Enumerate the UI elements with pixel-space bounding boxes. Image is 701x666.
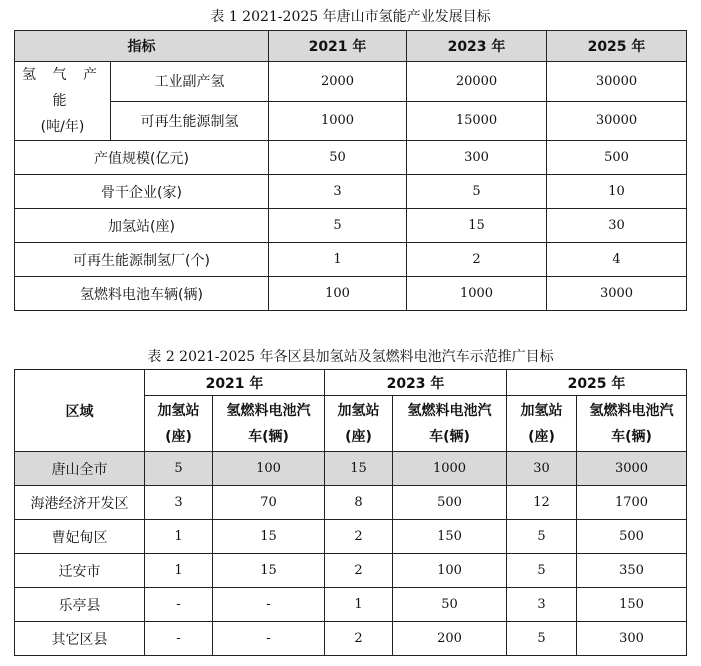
cell-value: 30000	[547, 101, 687, 141]
cell-value: 5	[269, 209, 407, 243]
cell-value: 5	[407, 175, 547, 209]
cell-value: 5	[507, 554, 577, 588]
year-header: 2021 年	[145, 370, 325, 396]
subheader-line2: (座)	[528, 428, 555, 445]
cell-value: 15	[407, 209, 547, 243]
cell-value: 15	[213, 554, 325, 588]
year-header: 2023 年	[407, 31, 547, 62]
cell-value: 12	[507, 486, 577, 520]
table-row	[15, 277, 687, 311]
cell-value: 500	[577, 520, 687, 554]
cell-value: 2	[325, 554, 393, 588]
table-row	[15, 486, 687, 520]
cell-value: 30	[507, 452, 577, 486]
year-header: 2025 年	[547, 31, 687, 62]
cell-value: -	[145, 588, 213, 622]
subheader-line1: 加氢站	[337, 402, 380, 419]
cell-value: 5	[507, 520, 577, 554]
cell-value: 4	[547, 243, 687, 277]
vehicle-subheader	[577, 396, 687, 452]
table1-header-row	[15, 31, 687, 62]
subheader-line2: 车(辆)	[429, 428, 470, 445]
cell-value: 150	[577, 588, 687, 622]
table1	[14, 30, 687, 311]
cell-value: 3000	[547, 277, 687, 311]
cell-value: 3	[507, 588, 577, 622]
subheader-line2: 车(辆)	[611, 428, 652, 445]
cell-value: 3	[269, 175, 407, 209]
table-row	[15, 101, 687, 141]
cell-value: 2000	[269, 62, 407, 102]
row-label: 氢燃料电池车辆(辆)	[15, 277, 269, 311]
region-label: 海港经济开发区	[15, 486, 145, 520]
group-label-line2: (吨/年)	[40, 119, 85, 135]
cell-value: 1000	[393, 452, 507, 486]
cell-value: 8	[325, 486, 393, 520]
cell-value: 300	[407, 141, 547, 175]
table2-caption: 表 2 2021-2025 年各区县加氢站及氢燃料电池汽车示范推广目标	[147, 349, 554, 365]
subheader-line2: (座)	[345, 428, 372, 445]
table2-year-row	[15, 370, 687, 396]
cell-value: -	[213, 588, 325, 622]
table-row	[15, 209, 687, 243]
year-header: 2025 年	[507, 370, 687, 396]
cell-value: 2	[325, 520, 393, 554]
cell-value: 3000	[577, 452, 687, 486]
cell-value: 1	[269, 243, 407, 277]
subheader-line2: (座)	[165, 428, 192, 445]
region-header: 区域	[15, 370, 145, 452]
cell-value: 15	[325, 452, 393, 486]
table-row	[15, 141, 687, 175]
vehicle-subheader	[213, 396, 325, 452]
table-row	[15, 520, 687, 554]
region-label: 乐亭县	[15, 588, 145, 622]
table-row	[15, 622, 687, 656]
cell-value: 2	[325, 622, 393, 656]
cell-value: 300	[577, 622, 687, 656]
cell-value: 1700	[577, 486, 687, 520]
region-label: 曹妃甸区	[15, 520, 145, 554]
table-row	[15, 588, 687, 622]
cell-value: -	[145, 622, 213, 656]
hydrogen-capacity-group-label	[15, 62, 111, 141]
station-subheader	[145, 396, 213, 452]
cell-value: 100	[393, 554, 507, 588]
cell-value: 2	[407, 243, 547, 277]
cell-value: 3	[145, 486, 213, 520]
subheader-line1: 氢燃料电池汽	[226, 402, 311, 419]
cell-value: 5	[507, 622, 577, 656]
subheader-line1: 氢燃料电池汽	[407, 402, 492, 419]
cell-value: 1	[145, 520, 213, 554]
cell-value: 30	[547, 209, 687, 243]
table-row	[15, 452, 687, 486]
row-label: 工业副产氢	[111, 62, 269, 102]
cell-value: 30000	[547, 62, 687, 102]
cell-value: 1	[325, 588, 393, 622]
cell-value: 500	[547, 141, 687, 175]
indicator-header: 指标	[15, 31, 269, 62]
year-header: 2021 年	[269, 31, 407, 62]
region-label: 迁安市	[15, 554, 145, 588]
station-subheader	[507, 396, 577, 452]
station-subheader	[325, 396, 393, 452]
cell-value: 1000	[407, 277, 547, 311]
row-label: 产值规模(亿元)	[15, 141, 269, 175]
table-row	[15, 175, 687, 209]
cell-value: 150	[393, 520, 507, 554]
table1-caption: 表 1 2021-2025 年唐山市氢能产业发展目标	[210, 9, 491, 25]
vehicle-subheader	[393, 396, 507, 452]
region-label: 其它区县	[15, 622, 145, 656]
cell-value: 500	[393, 486, 507, 520]
cell-value: 15	[213, 520, 325, 554]
row-label: 可再生能源制氢厂(个)	[15, 243, 269, 277]
cell-value: 5	[145, 452, 213, 486]
cell-value: 15000	[407, 101, 547, 141]
cell-value: 70	[213, 486, 325, 520]
cell-value: 100	[269, 277, 407, 311]
year-header: 2023 年	[325, 370, 507, 396]
cell-value: 1	[145, 554, 213, 588]
cell-value: 20000	[407, 62, 547, 102]
subheader-line1: 加氢站	[520, 402, 563, 419]
table-row	[15, 243, 687, 277]
subheader-line2: 车(辆)	[248, 428, 289, 445]
table-row	[15, 62, 687, 102]
cell-value: 200	[393, 622, 507, 656]
subheader-line1: 氢燃料电池汽	[589, 402, 674, 419]
table-row	[15, 554, 687, 588]
cell-value: 50	[269, 141, 407, 175]
row-label: 可再生能源制氢	[111, 101, 269, 141]
group-label-line1: 氢 气 产 能	[22, 67, 103, 109]
cell-value: 50	[393, 588, 507, 622]
cell-value: -	[213, 622, 325, 656]
cell-value: 100	[213, 452, 325, 486]
subheader-line1: 加氢站	[157, 402, 200, 419]
cell-value: 1000	[269, 101, 407, 141]
region-label: 唐山全市	[15, 452, 145, 486]
cell-value: 350	[577, 554, 687, 588]
row-label: 骨干企业(家)	[15, 175, 269, 209]
row-label: 加氢站(座)	[15, 209, 269, 243]
table2	[14, 369, 687, 656]
cell-value: 10	[547, 175, 687, 209]
